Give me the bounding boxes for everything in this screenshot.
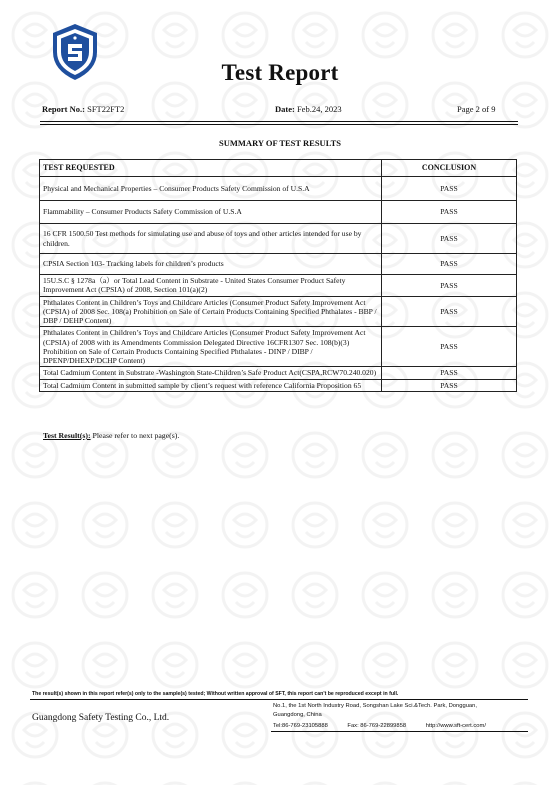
test-cell: Total Cadmium Content in submitted sample by client’s request with reference California Proposition 65 <box>40 379 382 391</box>
table-row <box>40 275 517 297</box>
table-row <box>40 254 517 275</box>
test-result-value: Please refer to next page(s). <box>92 431 180 440</box>
conclusion-cell: PASS <box>382 275 517 297</box>
footer-disclaimer: The result(s) shown in this report refer(s) only to the sample(s) tested; Without written approval of SFT, this report can't be reproduced except in full. <box>32 691 399 697</box>
table-row <box>40 224 517 254</box>
test-cell: Phthalates Content in Children’s Toys and Childcare Articles (Consumer Product Safety Improvement Act (CPSIA) of 2008 Sec. 108(a) Prohibition on Sale of Certain Products Containing Specified Phthalates - BBP / DBP / DEHP Content) <box>40 296 382 327</box>
conclusion-cell: PASS <box>382 201 517 224</box>
test-result-line <box>43 431 179 440</box>
report-number <box>42 104 124 114</box>
table-row <box>40 379 517 391</box>
table-row <box>40 296 517 327</box>
conclusion-cell: PASS <box>382 177 517 201</box>
test-cell: 16 CFR 1500.50 Test methods for simulating use and abuse of toys and other articles intended for use by children. <box>40 224 382 254</box>
fax: Fax: 86-769-22899858 <box>347 723 407 729</box>
address-line-2: Guangdong, China <box>273 711 322 718</box>
results-table <box>39 159 517 392</box>
test-cell: CPSIA Section 103- Tracking labels for children’s products <box>40 254 382 275</box>
contact-line <box>273 723 504 729</box>
test-cell: Total Cadmium Content in Substrate -Washington State-Children’s Safe Product Act(CSPA,RCW70.240.020) <box>40 367 382 379</box>
header-test-requested: TEST REQUESTED <box>40 160 382 177</box>
conclusion-cell: PASS <box>382 224 517 254</box>
company-name: Guangdong Safety Testing Co., Ltd. <box>32 713 170 723</box>
header-conclusion: CONCLUSION <box>382 160 517 177</box>
test-cell: 15U.S.C § 1278a（a）or Total Lead Content in Substrate - United States Consumer Product Safety Improvement Act (CPSIA) of 2008, Section 101(a)(2) <box>40 275 382 297</box>
conclusion-cell: PASS <box>382 379 517 391</box>
conclusion-cell: PASS <box>382 254 517 275</box>
test-cell: Phthalates Content in Children’s Toys and Childcare Articles (Consumer Product Safety Improvement Act (CPSIA) of 2008 with its Amendments Commission Delegated Directive 16CFR1307 Sec. 108(b)(3) Prohibition on Sale of Certain Products Containing Specified Phthalates - DINP / DIBP / DPENP/DHEXP/DCHP Content) <box>40 327 382 367</box>
report-number-value: SFT22FT2 <box>87 104 125 114</box>
test-cell: Flammability – Consumer Products Safety Commission of U.S.A <box>40 201 382 224</box>
website-link[interactable]: http://www.sft-cert.com/ <box>425 723 486 729</box>
table-row <box>40 201 517 224</box>
company-address <box>273 702 477 720</box>
table-row <box>40 367 517 379</box>
test-cell: Physical and Mechanical Properties – Consumer Products Safety Commission of U.S.A <box>40 177 382 201</box>
report-date <box>275 104 342 114</box>
table-header-row <box>40 160 517 177</box>
report-number-label: Report No.: <box>42 104 85 114</box>
report-title: Test Report <box>221 60 339 85</box>
table-row <box>40 327 517 367</box>
footer-rule <box>30 699 528 700</box>
conclusion-cell: PASS <box>382 296 517 327</box>
report-date-label: Date: <box>275 104 295 114</box>
conclusion-cell: PASS <box>382 367 517 379</box>
header-rule-thin <box>40 124 518 125</box>
test-result-label: Test Result(s): <box>43 431 91 440</box>
summary-heading: SUMMARY OF TEST RESULTS <box>219 138 341 148</box>
contact-rule <box>271 731 528 732</box>
header-rule-thick <box>40 121 518 122</box>
report-date-value: Feb.24, 2023 <box>296 104 342 114</box>
page-number: Page 2 of 9 <box>457 104 496 114</box>
tel: Tel:86-769-23105888 <box>273 723 328 729</box>
conclusion-cell: PASS <box>382 327 517 367</box>
table-row <box>40 177 517 201</box>
address-line-1: No.1, the 1st North Industry Road, Songshan Lake Sci.&Tech. Park, Dongguan, <box>273 703 477 709</box>
